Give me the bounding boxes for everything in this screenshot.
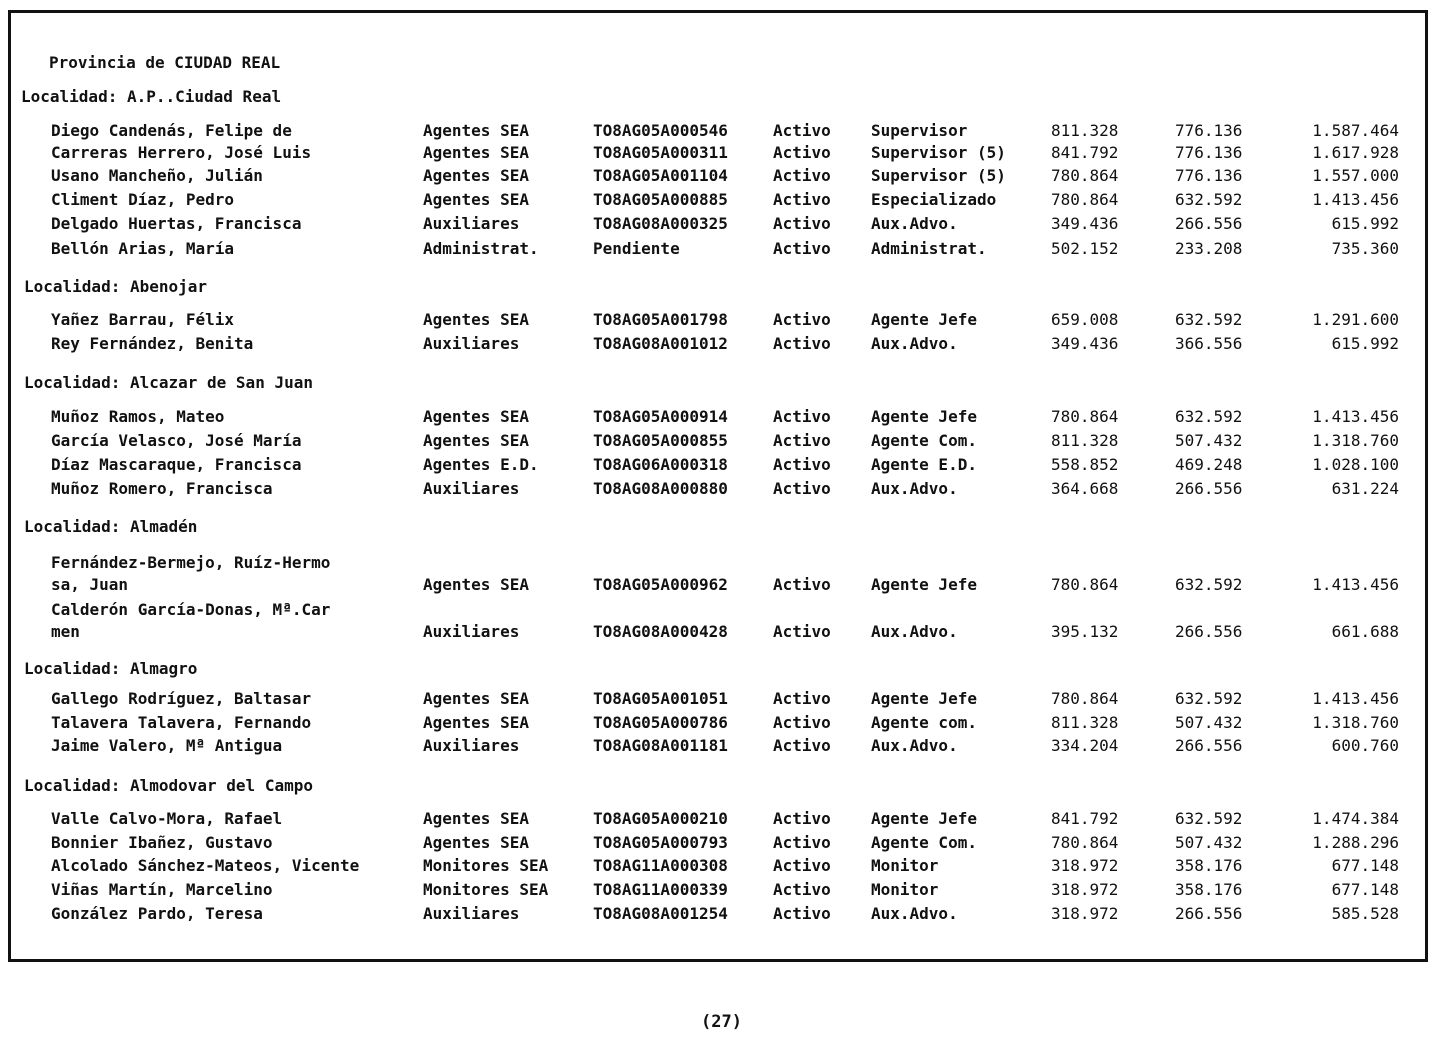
puesto-cell: Monitor xyxy=(871,880,939,899)
code-cell: TO8AG08A001254 xyxy=(593,904,728,923)
amount-1-cell: 780.864 xyxy=(1051,166,1119,185)
code-cell: TO8AG08A000428 xyxy=(593,622,728,641)
table-row xyxy=(11,190,1431,214)
situacion-cell: Activo xyxy=(773,407,831,426)
table-row xyxy=(11,809,1431,833)
name-cell: Gallego Rodríguez, Baltasar xyxy=(51,689,312,708)
cuerpo-cell: Auxiliares xyxy=(423,736,520,755)
total-amount-cell: 1.557.000 xyxy=(1312,166,1399,185)
amount-1-cell: 811.328 xyxy=(1051,713,1119,732)
code-cell: TO8AG08A000325 xyxy=(593,214,728,233)
puesto-cell: Agente Jefe xyxy=(871,575,977,594)
puesto-cell: Aux.Advo. xyxy=(871,904,958,923)
name-cell: Diego Candenás, Felipe de xyxy=(51,121,292,140)
amount-2-cell: 507.432 xyxy=(1175,833,1243,852)
table-row xyxy=(11,239,1431,263)
cuerpo-cell: Auxiliares xyxy=(423,334,520,353)
situacion-cell: Activo xyxy=(773,856,831,875)
puesto-cell: Supervisor xyxy=(871,121,968,140)
total-amount-cell: 1.318.760 xyxy=(1312,713,1399,732)
situacion-cell: Activo xyxy=(773,689,831,708)
code-cell: TO8AG05A000311 xyxy=(593,143,728,162)
total-amount-cell: 1.617.928 xyxy=(1312,143,1399,162)
amount-2-cell: 776.136 xyxy=(1175,166,1243,185)
amount-2-cell: 266.556 xyxy=(1175,622,1243,641)
amount-1-cell: 318.972 xyxy=(1051,856,1119,875)
total-amount-cell: 585.528 xyxy=(1331,904,1399,923)
total-amount-cell: 1.291.600 xyxy=(1312,310,1399,329)
puesto-cell: Administrat. xyxy=(871,239,987,258)
cuerpo-cell: Administrat. xyxy=(423,239,539,258)
total-amount-cell: 1.474.384 xyxy=(1312,809,1399,828)
puesto-cell: Aux.Advo. xyxy=(871,736,958,755)
cuerpo-cell: Agentes SEA xyxy=(423,713,529,732)
table-row xyxy=(11,143,1431,167)
province-title: Provincia de CIUDAD REAL xyxy=(49,53,281,72)
amount-1-cell: 841.792 xyxy=(1051,143,1119,162)
code-cell: Pendiente xyxy=(593,239,680,258)
amount-2-cell: 266.556 xyxy=(1175,904,1243,923)
localidad-heading: Localidad: Abenojar xyxy=(24,277,208,296)
amount-1-cell: 811.328 xyxy=(1051,121,1119,140)
cuerpo-cell: Auxiliares xyxy=(423,479,520,498)
amount-1-cell: 841.792 xyxy=(1051,809,1119,828)
code-cell: TO8AG05A000546 xyxy=(593,121,728,140)
table-row xyxy=(11,856,1431,880)
amount-1-cell: 558.852 xyxy=(1051,455,1119,474)
cuerpo-cell: Agentes SEA xyxy=(423,809,529,828)
amount-1-cell: 318.972 xyxy=(1051,880,1119,899)
name-cell: Climent Díaz, Pedro xyxy=(51,190,235,209)
table-row xyxy=(11,833,1431,857)
localidad-heading: Localidad: Alcazar de San Juan xyxy=(24,373,313,392)
code-cell: TO8AG05A001051 xyxy=(593,689,728,708)
cuerpo-cell: Auxiliares xyxy=(423,622,520,641)
puesto-cell: Supervisor (5) xyxy=(871,166,1006,185)
name-cell: Yañez Barrau, Félix xyxy=(51,310,235,329)
cuerpo-cell: Agentes SEA xyxy=(423,431,529,450)
puesto-cell: Aux.Advo. xyxy=(871,334,958,353)
amount-2-cell: 632.592 xyxy=(1175,689,1243,708)
puesto-cell: Agente Jefe xyxy=(871,407,977,426)
name-continuation-cell: sa, Juan xyxy=(51,575,129,594)
situacion-cell: Activo xyxy=(773,833,831,852)
cuerpo-cell: Agentes SEA xyxy=(423,407,529,426)
amount-2-cell: 776.136 xyxy=(1175,143,1243,162)
puesto-cell: Especializado xyxy=(871,190,997,209)
table-row xyxy=(11,622,1431,646)
cuerpo-cell: Monitores SEA xyxy=(423,856,549,875)
amount-2-cell: 266.556 xyxy=(1175,736,1243,755)
code-cell: TO8AG05A000793 xyxy=(593,833,728,852)
cuerpo-cell: Agentes SEA xyxy=(423,833,529,852)
amount-2-cell: 632.592 xyxy=(1175,575,1243,594)
amount-1-cell: 780.864 xyxy=(1051,190,1119,209)
code-cell: TO8AG06A000318 xyxy=(593,455,728,474)
name-cell: Talavera Talavera, Fernando xyxy=(51,713,312,732)
code-cell: TO8AG08A000880 xyxy=(593,479,728,498)
name-cell: Muñoz Ramos, Mateo xyxy=(51,407,225,426)
total-amount-cell: 1.413.456 xyxy=(1312,689,1399,708)
localidad-heading: Localidad: A.P..Ciudad Real xyxy=(21,87,282,106)
cuerpo-cell: Agentes E.D. xyxy=(423,455,539,474)
total-amount-cell: 661.688 xyxy=(1331,622,1399,641)
table-row xyxy=(11,166,1431,190)
table-row xyxy=(11,713,1431,737)
amount-2-cell: 632.592 xyxy=(1175,310,1243,329)
situacion-cell: Activo xyxy=(773,166,831,185)
table-row xyxy=(11,880,1431,904)
amount-1-cell: 318.972 xyxy=(1051,904,1119,923)
table-row xyxy=(11,455,1431,479)
total-amount-cell: 677.148 xyxy=(1331,856,1399,875)
name-cell: González Pardo, Teresa xyxy=(51,904,263,923)
amount-1-cell: 364.668 xyxy=(1051,479,1119,498)
name-cell: Díaz Mascaraque, Francisca xyxy=(51,455,302,474)
total-amount-cell: 1.288.296 xyxy=(1312,833,1399,852)
code-cell: TO8AG08A001181 xyxy=(593,736,728,755)
amount-2-cell: 776.136 xyxy=(1175,121,1243,140)
total-amount-cell: 735.360 xyxy=(1331,239,1399,258)
table-row xyxy=(11,479,1431,503)
code-cell: TO8AG05A001104 xyxy=(593,166,728,185)
name-continuation-cell: men xyxy=(51,622,80,641)
total-amount-cell: 677.148 xyxy=(1331,880,1399,899)
puesto-cell: Agente Com. xyxy=(871,431,977,450)
name-cell: García Velasco, José María xyxy=(51,431,302,450)
situacion-cell: Activo xyxy=(773,334,831,353)
name-cell: Jaime Valero, Mª Antigua xyxy=(51,736,283,755)
name-cell: Fernández-Bermejo, Ruíz-Hermo xyxy=(51,553,331,572)
code-cell: TO8AG05A000885 xyxy=(593,190,728,209)
situacion-cell: Activo xyxy=(773,736,831,755)
cuerpo-cell: Agentes SEA xyxy=(423,166,529,185)
total-amount-cell: 1.413.456 xyxy=(1312,407,1399,426)
amount-2-cell: 358.176 xyxy=(1175,880,1243,899)
situacion-cell: Activo xyxy=(773,455,831,474)
table-row xyxy=(11,904,1431,928)
total-amount-cell: 600.760 xyxy=(1331,736,1399,755)
situacion-cell: Activo xyxy=(773,214,831,233)
amount-2-cell: 632.592 xyxy=(1175,407,1243,426)
name-cell: Muñoz Romero, Francisca xyxy=(51,479,273,498)
name-cell: Valle Calvo-Mora, Rafael xyxy=(51,809,283,828)
amount-2-cell: 266.556 xyxy=(1175,479,1243,498)
puesto-cell: Aux.Advo. xyxy=(871,214,958,233)
amount-1-cell: 349.436 xyxy=(1051,334,1119,353)
code-cell: TO8AG05A000914 xyxy=(593,407,728,426)
situacion-cell: Activo xyxy=(773,239,831,258)
situacion-cell: Activo xyxy=(773,622,831,641)
total-amount-cell: 1.413.456 xyxy=(1312,190,1399,209)
puesto-cell: Monitor xyxy=(871,856,939,875)
total-amount-cell: 631.224 xyxy=(1331,479,1399,498)
situacion-cell: Activo xyxy=(773,904,831,923)
amount-1-cell: 780.864 xyxy=(1051,575,1119,594)
name-cell: Rey Fernández, Benita xyxy=(51,334,254,353)
total-amount-cell: 615.992 xyxy=(1331,214,1399,233)
situacion-cell: Activo xyxy=(773,713,831,732)
total-amount-cell: 1.028.100 xyxy=(1312,455,1399,474)
situacion-cell: Activo xyxy=(773,575,831,594)
total-amount-cell: 1.413.456 xyxy=(1312,575,1399,594)
amount-2-cell: 507.432 xyxy=(1175,431,1243,450)
situacion-cell: Activo xyxy=(773,479,831,498)
cuerpo-cell: Monitores SEA xyxy=(423,880,549,899)
table-row xyxy=(11,310,1431,334)
puesto-cell: Agente com. xyxy=(871,713,977,732)
cuerpo-cell: Agentes SEA xyxy=(423,190,529,209)
amount-1-cell: 334.204 xyxy=(1051,736,1119,755)
total-amount-cell: 1.587.464 xyxy=(1312,121,1399,140)
amount-2-cell: 358.176 xyxy=(1175,856,1243,875)
name-cell: Delgado Huertas, Francisca xyxy=(51,214,302,233)
document-frame xyxy=(8,10,1428,962)
amount-1-cell: 659.008 xyxy=(1051,310,1119,329)
situacion-cell: Activo xyxy=(773,190,831,209)
localidad-heading: Localidad: Almodovar del Campo xyxy=(24,776,313,795)
table-row xyxy=(11,689,1431,713)
amount-1-cell: 811.328 xyxy=(1051,431,1119,450)
code-cell: TO8AG05A000786 xyxy=(593,713,728,732)
name-cell: Bellón Arias, María xyxy=(51,239,235,258)
code-cell: TO8AG11A000339 xyxy=(593,880,728,899)
cuerpo-cell: Agentes SEA xyxy=(423,310,529,329)
puesto-cell: Agente E.D. xyxy=(871,455,977,474)
amount-2-cell: 469.248 xyxy=(1175,455,1243,474)
name-cell: Viñas Martín, Marcelino xyxy=(51,880,273,899)
localidad-heading: Localidad: Almadén xyxy=(24,517,198,536)
code-cell: TO8AG08A001012 xyxy=(593,334,728,353)
puesto-cell: Agente Jefe xyxy=(871,689,977,708)
situacion-cell: Activo xyxy=(773,880,831,899)
amount-1-cell: 780.864 xyxy=(1051,407,1119,426)
table-row xyxy=(11,334,1431,358)
page-number: (27) xyxy=(701,1012,742,1032)
cuerpo-cell: Auxiliares xyxy=(423,214,520,233)
amount-1-cell: 395.132 xyxy=(1051,622,1119,641)
amount-1-cell: 780.864 xyxy=(1051,833,1119,852)
situacion-cell: Activo xyxy=(773,143,831,162)
table-row xyxy=(11,407,1431,431)
puesto-cell: Aux.Advo. xyxy=(871,622,958,641)
name-cell: Calderón García-Donas, Mª.Car xyxy=(51,600,331,619)
name-cell: Usano Mancheño, Julián xyxy=(51,166,263,185)
puesto-cell: Aux.Advo. xyxy=(871,479,958,498)
situacion-cell: Activo xyxy=(773,121,831,140)
code-cell: TO8AG11A000308 xyxy=(593,856,728,875)
amount-2-cell: 366.556 xyxy=(1175,334,1243,353)
total-amount-cell: 1.318.760 xyxy=(1312,431,1399,450)
code-cell: TO8AG05A000962 xyxy=(593,575,728,594)
cuerpo-cell: Agentes SEA xyxy=(423,143,529,162)
code-cell: TO8AG05A000855 xyxy=(593,431,728,450)
situacion-cell: Activo xyxy=(773,310,831,329)
localidad-heading: Localidad: Almagro xyxy=(24,659,198,678)
puesto-cell: Agente Com. xyxy=(871,833,977,852)
puesto-cell: Agente Jefe xyxy=(871,809,977,828)
cuerpo-cell: Auxiliares xyxy=(423,904,520,923)
amount-2-cell: 507.432 xyxy=(1175,713,1243,732)
puesto-cell: Supervisor (5) xyxy=(871,143,1006,162)
amount-1-cell: 349.436 xyxy=(1051,214,1119,233)
name-cell: Alcolado Sánchez-Mateos, Vicente xyxy=(51,856,360,875)
cuerpo-cell: Agentes SEA xyxy=(423,575,529,594)
table-row xyxy=(11,121,1431,145)
name-cell: Carreras Herrero, José Luis xyxy=(51,143,312,162)
puesto-cell: Agente Jefe xyxy=(871,310,977,329)
total-amount-cell: 615.992 xyxy=(1331,334,1399,353)
table-row xyxy=(11,431,1431,455)
amount-1-cell: 780.864 xyxy=(1051,689,1119,708)
amount-2-cell: 266.556 xyxy=(1175,214,1243,233)
amount-1-cell: 502.152 xyxy=(1051,239,1119,258)
amount-2-cell: 233.208 xyxy=(1175,239,1243,258)
amount-2-cell: 632.592 xyxy=(1175,809,1243,828)
situacion-cell: Activo xyxy=(773,809,831,828)
table-row xyxy=(11,736,1431,760)
cuerpo-cell: Agentes SEA xyxy=(423,121,529,140)
situacion-cell: Activo xyxy=(773,431,831,450)
table-row xyxy=(11,575,1431,599)
cuerpo-cell: Agentes SEA xyxy=(423,689,529,708)
code-cell: TO8AG05A000210 xyxy=(593,809,728,828)
code-cell: TO8AG05A001798 xyxy=(593,310,728,329)
name-cell: Bonnier Ibañez, Gustavo xyxy=(51,833,273,852)
amount-2-cell: 632.592 xyxy=(1175,190,1243,209)
table-row xyxy=(11,214,1431,238)
